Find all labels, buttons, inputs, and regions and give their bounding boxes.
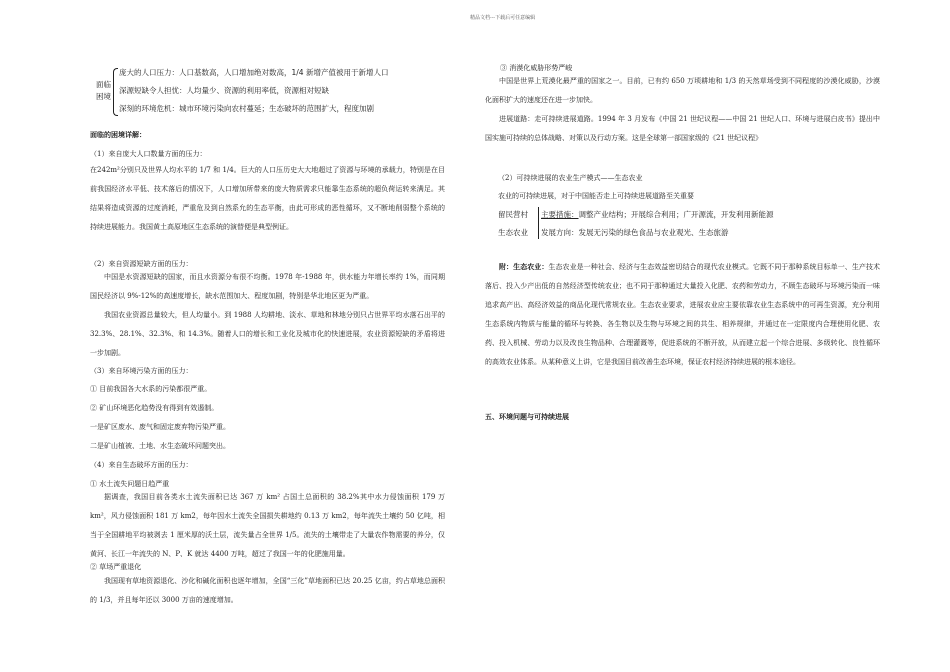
list-item: 一是矿区废水、废气和固定废弃物污染严重。 bbox=[90, 423, 230, 431]
list-item: ② 草场严重退化 bbox=[90, 563, 142, 571]
list-item: 二是矿山植被、土地、水生态破坏问题突出。 bbox=[90, 442, 230, 450]
heading: （2）来自资源短缺方面的压力： bbox=[90, 260, 193, 268]
diagram-divider bbox=[538, 207, 539, 239]
diagram-row2 bbox=[541, 228, 729, 238]
page-header: 精品文档---下载后可任意编辑 bbox=[470, 15, 536, 21]
diagram-row1 bbox=[541, 210, 774, 220]
paragraph: 我国农业资源总量较大，但人均量小。到 1988 人均耕地、淡水、草地和林地分别只占世界平均水落石出平的 32.3%、28.1%、32.3%、和 14.3%。随着人口的增长和工业化及城市化的快速进展，农业资源短缺的矛盾将进一步加剧。 bbox=[90, 311, 445, 357]
heading: （3）来自环境污染方面的压力： bbox=[90, 367, 193, 375]
diagram-label-bottom: 困境 bbox=[96, 92, 111, 101]
diagram-item: 深源短缺令人担忧：人均量少、资源的利用率低，资源相对短缺 bbox=[119, 86, 329, 95]
appendix-text: 生态农业是一种社会、经济与生态效益密切结合的现代农业模式。它既不同于那种系统目标单一、生产技术落后、投入少产出低的自然经济型传统农业；也不同于那种通过大量投入化肥、农药和劳动力，不顾生态破坏与环境污染而一味追求高产出、高经济效益的商品化现代常规农业。生态农业要求，进展农业应主要依靠农业生态系统中的可再生资源，充分利用生态系统内物质与能量的循环与转换、各生物以及生物与环境之间的共生、相养规律，并通过在一定限度内合理使用化肥、农药、投入机械、劳动力以及改良生物品种、合理灌溉等，促进系统的不断开放，从而建立起一个综合进展、多级转化、良性循环的高效农业体系。从某种意义上讲，它是我国目前改善生态环境，保证农村经济持续进展的根本途径。 bbox=[485, 263, 881, 366]
paragraph: 农业的可持续进展，对于中国能否走上可持续进展道路至关重要 bbox=[498, 192, 694, 200]
diagram-label-top: 面临 bbox=[96, 80, 111, 89]
appendix-label: 附：生态农业： bbox=[499, 263, 549, 271]
list-item: ① 目前我国各大水系的污染都很严重。 bbox=[90, 385, 212, 393]
diagram-left-top: 留民营村 bbox=[498, 210, 528, 219]
diagram-row2-label: 发展方向： bbox=[541, 228, 579, 237]
diagram-item: 深刻的环境危机：城市环境污染向农村蔓延；生态破坏的范围扩大，程度加剧 bbox=[119, 104, 374, 113]
paragraph: 中国是世界上荒漠化最严重的国家之一。目前，已有约 650 万顷耕地和 1/3 的天然草场受到不同程度的沙漠化威胁，沙漠化面积扩大的速度还在进一步加快。 bbox=[485, 77, 880, 104]
list-item: ① 水土流失问题日趋严重 bbox=[90, 480, 170, 488]
diagram-left-bottom: 生态农业 bbox=[498, 228, 528, 237]
paragraph: 在242m²分别只及世界人均水平的 1/7 和 1/4。巨大的人口压历史大大地超过了资源与环境的承载力，特别是在目前我国经济水平低、技术落后的情况下，人口增加所带来的庞大物质需求只能靠生态系统的超负荷运转来满足。其结果将造成资源的过度消耗，严重危及到自然系允的生态平衡，由此可形成的恶性循环，又不断地削弱整个系统的持续进展能力。我国黄土高原地区生态系统的演替便是典型例证。 bbox=[90, 166, 445, 231]
heading: （4）来自生态破坏方面的压力： bbox=[90, 461, 193, 469]
list-item: ③ 消漠化威胁形势严峻 bbox=[500, 64, 573, 72]
paragraph: 中国是水资源短缺的国家，而且水资源分布很不均衡。1978 年-1988 年，供水能力年增长率约 1%，而同期国民经济以 9%-12%的高速度增长，缺水范围加大、程度加剧，特别是华北地区更为严重。 bbox=[90, 273, 445, 300]
paragraph: 据调查，我国目前各类水土流失面积已达 367 万 km² 占国土总面积的 38.2%其中水力侵蚀面积 179 万 km²，风力侵蚀面积 181 万 km2，每年因水土流失全国损失耕地约 0.13 万 km2，每年流失土壤约 50 亿吨，相当于全国耕地平均被剥去 1 厘米厚的沃土层，流失量占全世界 1/5。流失的土壤带走了大量农作物需要的养分，仅黄河、长江一年流失的 N、P、K 就达 4400 万吨，超过了我国一年的化肥施用量。 bbox=[90, 493, 445, 558]
diagram-brace bbox=[113, 68, 118, 116]
heading: （1）来自庞大人口数量方面的压力： bbox=[90, 150, 207, 158]
list-item: ② 矿山环境恶化趋势没有得到有效遏制。 bbox=[90, 404, 219, 412]
appendix-paragraph bbox=[485, 258, 880, 372]
paragraph: 进展道路：走可持续进展道路。1994 年 3 月发布《中国 21 世纪议程——中国 21 世纪人口、环境与进展白皮书》提出中国实施可持续的总体战略、对策以及行动方案。这是全球第一部国家级的《21 世纪议程》 bbox=[485, 115, 880, 142]
diagram-item: 庞大的人口压力：人口基数高，人口增加绝对数高，1/4 新增产值被用于新增人口 bbox=[119, 68, 389, 77]
diagram-row1-label: 主要措施： bbox=[541, 210, 579, 219]
diagram-row2-text: 发展无污染的绿色食品与农业观光、生态旅游 bbox=[578, 228, 729, 237]
section-title: 面临的困境详解： bbox=[90, 131, 146, 139]
diagram-row1-text: 调整产业结构；开展综合利用；广开源流，开发利用新能源 bbox=[578, 210, 774, 219]
paragraph: 我国现有草地资源退化、沙化和碱化面积也逐年增加，全国“三化”草地面积已达 20.25 亿亩，约占草地总面积的 1/3，并且每年还以 3000 万亩的速度增加。 bbox=[90, 577, 445, 604]
section-heading: 五、环境问题与可持续进展 bbox=[485, 413, 569, 421]
heading: （2）可持续进展的农业生产模式——生态农业 bbox=[498, 174, 643, 182]
